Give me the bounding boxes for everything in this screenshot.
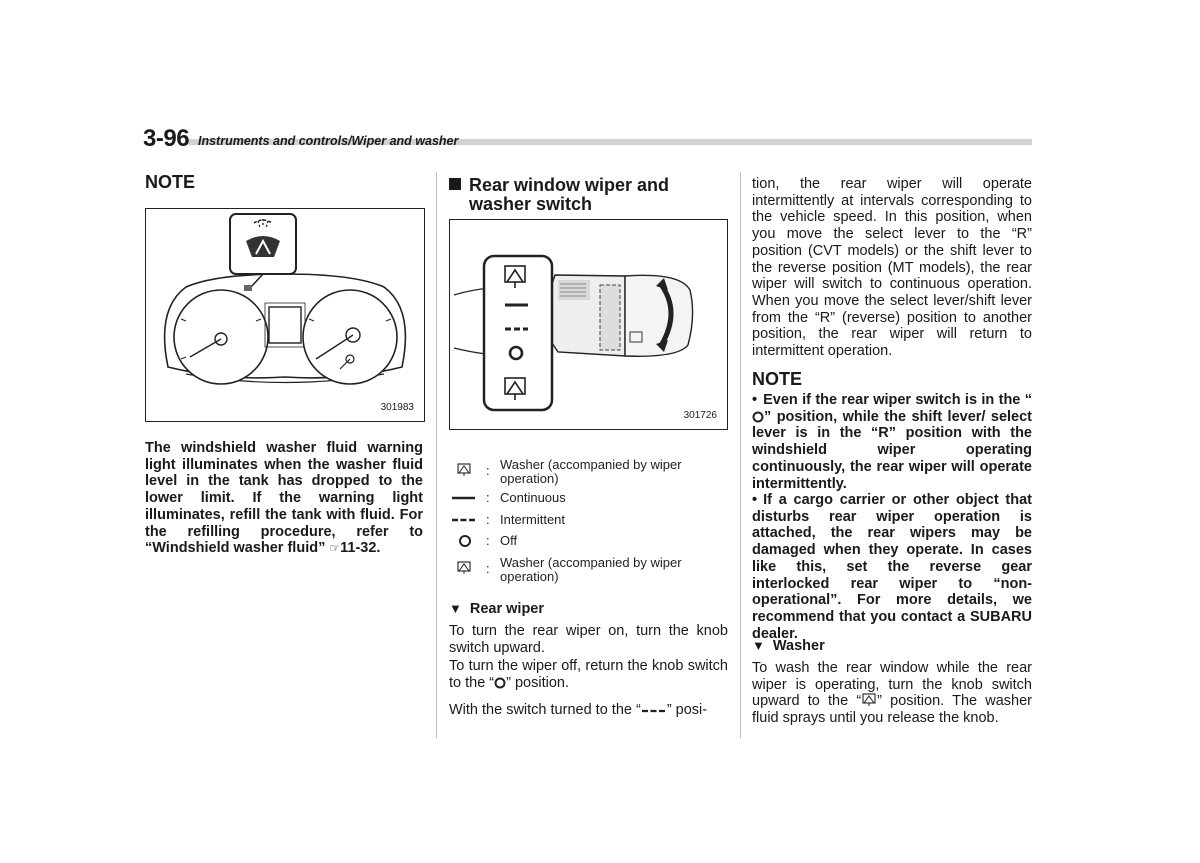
washer-icon: [448, 561, 476, 575]
note-item-cargo-carrier: • If a cargo carrier or other object that disturbs rear wiper operation is attached, the rear wipers may be damaged when they operate. In cases like this, set the reverse gear interlocked rear wiper to “non-operational”. For more details, we recommend that you contact a SUBARU dealer.: [752, 492, 1032, 642]
column-divider: [436, 172, 437, 738]
wiper-switch-figure: [449, 219, 728, 430]
figure-code: 301726: [683, 410, 717, 421]
legend-row-washer: : Washer (accompanied by wiper operation): [448, 458, 728, 486]
off-circle-icon: [494, 677, 506, 689]
triangle-bullet-icon: ▼: [752, 638, 765, 653]
column-divider: [740, 172, 741, 738]
washer-warning-paragraph: The windshield washer fluid warning light illuminates when the washer fluid level in the tank has dropped to the lower limit. If the warning light illuminates, refill the tank with fluid. For the refilling procedure, refer to “Windshield washer fluid” ☞11-32.: [145, 440, 423, 557]
reference-page: 11-32.: [340, 540, 381, 557]
instrument-cluster-figure: [145, 208, 425, 422]
note-item-reverse: • Even if the rear wiper switch is in the “” position, while the shift lever/ select lever is in the “R” position with the windshield wiper operating continuously, the rear wiper will operate intermittently.: [752, 392, 1032, 492]
wiper-switch-illustration: [450, 220, 727, 429]
triangle-bullet-icon: ▼: [449, 601, 462, 616]
center-display: [269, 307, 301, 343]
off-circle-icon: [752, 411, 764, 423]
reference-hand-icon: ☞: [329, 541, 341, 556]
note-title: NOTE: [145, 172, 196, 192]
section-title: Instruments and controls/Wiper and washer: [198, 134, 459, 148]
warning-light: [244, 285, 252, 291]
note-title: NOTE: [752, 369, 803, 389]
instrument-cluster-illustration: [146, 209, 424, 421]
paragraph-intermittent-continued: tion, the rear wiper will operate intermittently at intervals corresponding to the vehicle speed. In this position, when you move the select lever to the “R” position (CVT models) or the shift lever to the reverse position (MT models), the rear wiper will switch to continuous operation. When you move the select lever/shift lever from the “R” (reverse) position to another position, the rear wiper will return to intermittent operation.: [752, 176, 1032, 360]
legend-row-intermittent: : Intermittent: [448, 513, 728, 529]
page-number: 3-96: [143, 125, 190, 152]
legend-row-off: : Off: [448, 534, 728, 550]
paragraph-washer: To wash the rear window while the rear wiper is operating, turn the knob switch upward to the “ ” position. The washer fluid sprays until you release the knob.: [752, 660, 1032, 727]
intermittent-dashes-icon: [641, 706, 667, 716]
square-bullet-icon: [449, 178, 461, 190]
washer-icon: [861, 693, 877, 707]
off-circle-icon: [448, 534, 476, 548]
continuous-line-icon: [448, 491, 476, 505]
washer-icon: [448, 463, 476, 477]
subheading-washer: ▼ Washer: [752, 638, 825, 654]
legend-row-continuous: : Continuous: [448, 491, 728, 507]
figure-code: 301983: [380, 402, 414, 413]
paragraph-turn-on: To turn the rear wiper on, turn the knob switch upward.: [449, 623, 728, 656]
paragraph-turn-off: To turn the wiper off, return the knob switch to the “ ” position.: [449, 658, 728, 691]
subheading-rear-wiper: ▼ Rear wiper: [449, 601, 545, 617]
legend-row-washer: : Washer (accompanied by wiper operation): [448, 556, 728, 584]
paragraph-intermittent: With the switch turned to the “ ” posi-: [449, 702, 708, 718]
intermittent-dashes-icon: [448, 513, 476, 527]
section-heading: Rear window wiper and washer switch: [449, 176, 734, 214]
